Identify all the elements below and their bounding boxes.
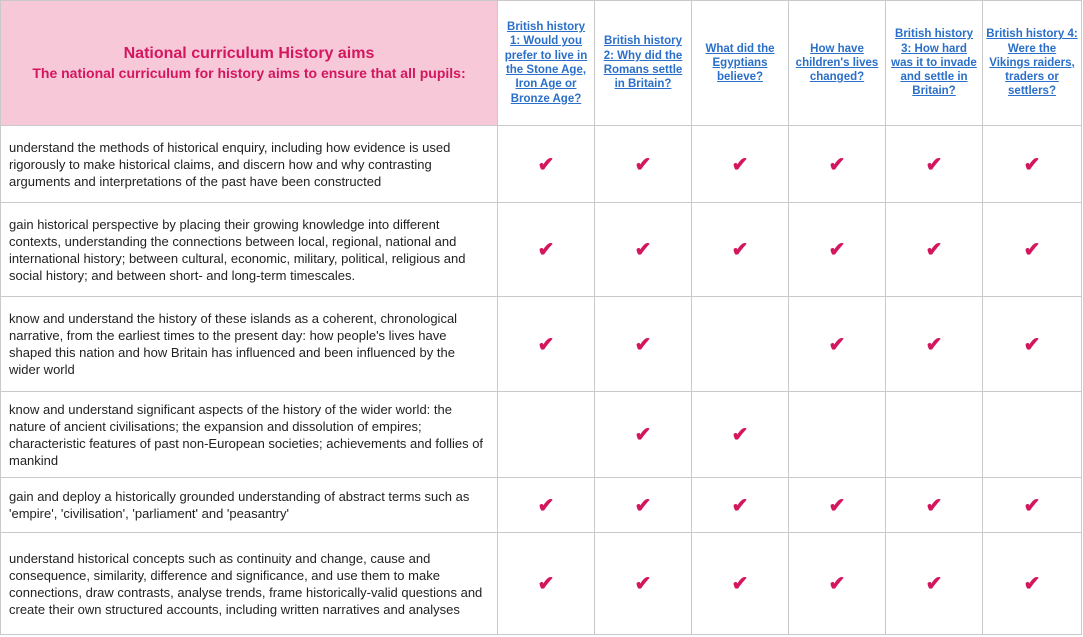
aim-row bbox=[1, 478, 1082, 533]
tick-cell bbox=[886, 203, 983, 297]
page-footer-strip bbox=[0, 631, 1083, 637]
tick-cell bbox=[886, 392, 983, 478]
tick-cell bbox=[498, 392, 595, 478]
check-icon: ✔ bbox=[828, 239, 846, 261]
check-icon: ✔ bbox=[537, 153, 555, 176]
tick-cell bbox=[692, 533, 789, 635]
tick-cell bbox=[789, 478, 886, 533]
aims-subtitle: The national curriculum for history aims to ensure that all pupils: bbox=[32, 65, 466, 81]
check-icon: ✔ bbox=[1023, 153, 1041, 176]
check-icon: ✔ bbox=[828, 494, 846, 517]
tick-cell bbox=[498, 203, 595, 297]
tick-cell bbox=[595, 297, 692, 392]
tick-cell bbox=[983, 533, 1082, 635]
check-icon: ✔ bbox=[731, 239, 749, 261]
tick-cell bbox=[692, 297, 789, 392]
aim-text: understand the methods of historical enquiry, including how evidence is used rigorously to make historical claims, and discern how and why contrasting arguments and interpretations of the past have been constructed bbox=[1, 126, 498, 203]
check-icon: ✔ bbox=[634, 333, 652, 356]
check-icon: ✔ bbox=[1023, 333, 1041, 356]
tick-cell bbox=[983, 297, 1082, 392]
aim-text: know and understand significant aspects of the history of the wider world: the nature of ancient civilisations; the expansion and dissolution of empires; characteristic features of past non-European societies; achievements and follies of mankind bbox=[1, 392, 498, 478]
check-icon: ✔ bbox=[925, 239, 943, 261]
tick-cell bbox=[498, 533, 595, 635]
tick-cell bbox=[983, 392, 1082, 478]
check-icon: ✔ bbox=[634, 494, 652, 517]
unit-link-6[interactable]: British history 4: Were the Vikings raiders, traders or settlers? bbox=[986, 28, 1078, 98]
check-icon: ✔ bbox=[1023, 573, 1041, 595]
tick-cell bbox=[498, 478, 595, 533]
aim-row bbox=[1, 533, 1082, 635]
tick-cell bbox=[789, 203, 886, 297]
unit-header-5 bbox=[886, 1, 983, 126]
check-icon: ✔ bbox=[925, 573, 943, 595]
check-icon: ✔ bbox=[731, 424, 749, 446]
tick-cell bbox=[692, 478, 789, 533]
check-icon: ✔ bbox=[537, 239, 555, 261]
tick-cell bbox=[692, 392, 789, 478]
aim-row bbox=[1, 203, 1082, 297]
check-icon: ✔ bbox=[634, 153, 652, 176]
unit-link-4[interactable]: How have children's lives changed? bbox=[795, 42, 879, 84]
check-icon: ✔ bbox=[731, 494, 749, 517]
aims-title: National curriculum History aims bbox=[123, 45, 375, 62]
tick-cell bbox=[595, 533, 692, 635]
check-icon: ✔ bbox=[634, 573, 652, 595]
aim-text: gain historical perspective by placing their growing knowledge into different contexts, understanding the connections between local, regional, national and international history; between cultural, economic, military, political, religious and social history; and between short- and long-term timescales. bbox=[1, 203, 498, 297]
tick-cell bbox=[595, 203, 692, 297]
aim-text: understand historical concepts such as continuity and change, cause and consequence, similarity, difference and significance, and use them to make connections, draw contrasts, analyse trends, frame historically-valid questions and create their own structured accounts, including written narratives and analyses bbox=[1, 533, 498, 635]
tick-cell bbox=[886, 297, 983, 392]
unit-header-3 bbox=[692, 1, 789, 126]
unit-header-6 bbox=[983, 1, 1082, 126]
check-icon: ✔ bbox=[925, 333, 943, 356]
tick-cell bbox=[595, 392, 692, 478]
tick-cell bbox=[789, 533, 886, 635]
tick-cell bbox=[789, 297, 886, 392]
tick-cell bbox=[498, 126, 595, 203]
check-icon: ✔ bbox=[828, 153, 846, 176]
tick-cell bbox=[983, 478, 1082, 533]
tick-cell bbox=[498, 297, 595, 392]
aims-header-cell bbox=[1, 1, 498, 126]
tick-cell bbox=[886, 126, 983, 203]
check-icon: ✔ bbox=[634, 424, 652, 446]
aim-text: know and understand the history of these islands as a coherent, chronological narrative, from the earliest times to the present day: how people's lives have shaped this nation and how Britain has influenced and been influenced by the wider world bbox=[1, 297, 498, 392]
check-icon: ✔ bbox=[731, 153, 749, 176]
unit-link-1[interactable]: British history 1: Would you prefer to live in the Stone Age, Iron Age or Bronze Age? bbox=[504, 21, 588, 105]
tick-cell bbox=[886, 533, 983, 635]
aim-row bbox=[1, 392, 1082, 478]
aim-row bbox=[1, 126, 1082, 203]
check-icon: ✔ bbox=[537, 573, 555, 595]
check-icon: ✔ bbox=[537, 494, 555, 517]
check-icon: ✔ bbox=[925, 494, 943, 517]
check-icon: ✔ bbox=[828, 573, 846, 595]
tick-cell bbox=[595, 478, 692, 533]
check-icon: ✔ bbox=[731, 573, 749, 595]
check-icon: ✔ bbox=[925, 153, 943, 176]
tick-cell bbox=[595, 126, 692, 203]
check-icon: ✔ bbox=[634, 239, 652, 261]
unit-header-4 bbox=[789, 1, 886, 126]
tick-cell bbox=[789, 126, 886, 203]
tick-cell bbox=[983, 126, 1082, 203]
unit-header-2 bbox=[595, 1, 692, 126]
unit-link-2[interactable]: British history 2: Why did the Romans settle in Britain? bbox=[603, 35, 683, 91]
header-row bbox=[1, 1, 1082, 126]
check-icon: ✔ bbox=[1023, 494, 1041, 517]
tick-cell bbox=[789, 392, 886, 478]
tick-cell bbox=[692, 126, 789, 203]
check-icon: ✔ bbox=[537, 333, 555, 356]
aims-body bbox=[1, 126, 1082, 635]
tick-cell bbox=[692, 203, 789, 297]
unit-header-1 bbox=[498, 1, 595, 126]
check-icon: ✔ bbox=[1023, 239, 1041, 261]
unit-link-5[interactable]: British history 3: How hard was it to invade and settle in Britain? bbox=[891, 28, 977, 98]
aim-row bbox=[1, 297, 1082, 392]
tick-cell bbox=[983, 203, 1082, 297]
unit-link-3[interactable]: What did the Egyptians believe? bbox=[705, 42, 775, 84]
check-icon: ✔ bbox=[828, 333, 846, 356]
tick-cell bbox=[886, 478, 983, 533]
aim-text: gain and deploy a historically grounded understanding of abstract terms such as 'empire', 'civilisation', 'parliament' and 'peasantry' bbox=[1, 478, 498, 533]
